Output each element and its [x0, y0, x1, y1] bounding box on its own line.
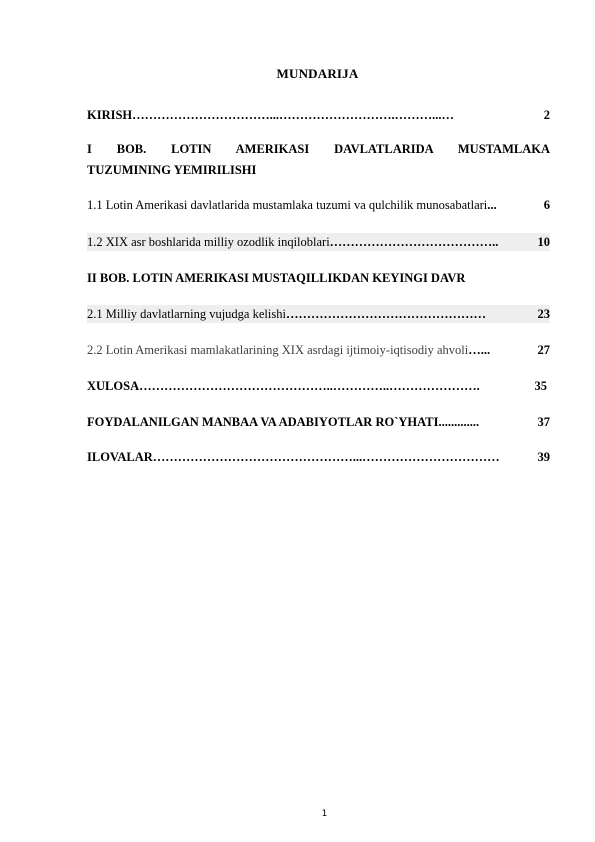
toc-leader-dots: ………………………………………..…………..…………………. [139, 379, 480, 393]
toc-chapter-2-heading[interactable]: II BOB. LOTIN AMERIKASI MUSTAQILLIKDAN KEYINGI DAVR [87, 271, 466, 285]
toc-entry-ilovalar[interactable] [87, 448, 550, 466]
toc-leader-dots: ............. [438, 415, 480, 429]
toc-page-number: 23 [537, 307, 550, 321]
toc-entry-1-1[interactable] [87, 196, 550, 214]
toc-leader-dots: ……………………………...……………………….………...… [132, 108, 455, 122]
toc-entry-label: 1.1 Lotin Amerikasi davlatlarida mustamlaka tuzumi va qulchilik munosabatlari [87, 198, 488, 212]
toc-leader-dots: ... [487, 198, 497, 212]
toc-chapter-1-heading[interactable] [87, 139, 550, 181]
chapter-1-title-line-1: I BOB. LOTIN AMERIKASI DAVLATLARIDA MUSTAMLAKA [87, 142, 550, 156]
toc-leader-dots: ………………………………….. [329, 235, 499, 249]
page-number: 1 [321, 809, 328, 819]
toc-entry-xulosa[interactable] [87, 377, 547, 395]
toc-page-number: 10 [537, 235, 550, 249]
toc-entry-label: ILOVALAR [87, 450, 153, 464]
toc-page-number: 6 [543, 198, 550, 212]
toc-page-number: 27 [537, 343, 550, 357]
toc-entry-label: XULOSA [87, 379, 140, 393]
toc-entry-label: 1.2 XIX asr boshlarida milliy ozodlik inqiloblari [87, 235, 330, 249]
toc-leader-dots: …... [468, 343, 491, 357]
toc-entry-2-1[interactable] [87, 305, 550, 323]
toc-entry-2-2[interactable] [87, 341, 550, 359]
chapter-1-title-line-2: TUZUMINING YEMIRILISHI [87, 163, 257, 177]
toc-entry-foydalanilgan[interactable] [87, 413, 550, 431]
toc-page-number: 39 [537, 450, 550, 464]
toc-entry-1-2[interactable] [87, 233, 550, 251]
toc-leader-dots: …………………………………………...…………………………… [152, 450, 500, 464]
toc-title: MUNDARIJA [276, 66, 359, 81]
toc-page-number: 2 [543, 108, 550, 122]
toc-leader-dots: ………………………………………… [285, 307, 486, 321]
toc-entry-kirish[interactable] [87, 106, 550, 124]
toc-entry-label: 2.1 Milliy davlatlarning vujudga kelishi [87, 307, 286, 321]
toc-entry-label: KIRISH [87, 108, 133, 122]
toc-entry-label: FOYDALANILGAN MANBAA VA ADABIYOTLAR RO`YHATI [87, 415, 439, 429]
toc-entry-label: 2.2 Lotin Amerikasi mamlakatlarining XIX asrdagi ijtimoiy-iqtisodiy ahvoli [87, 343, 469, 357]
toc-page-number: 37 [537, 415, 550, 429]
toc-page-number: 35 [534, 379, 547, 393]
